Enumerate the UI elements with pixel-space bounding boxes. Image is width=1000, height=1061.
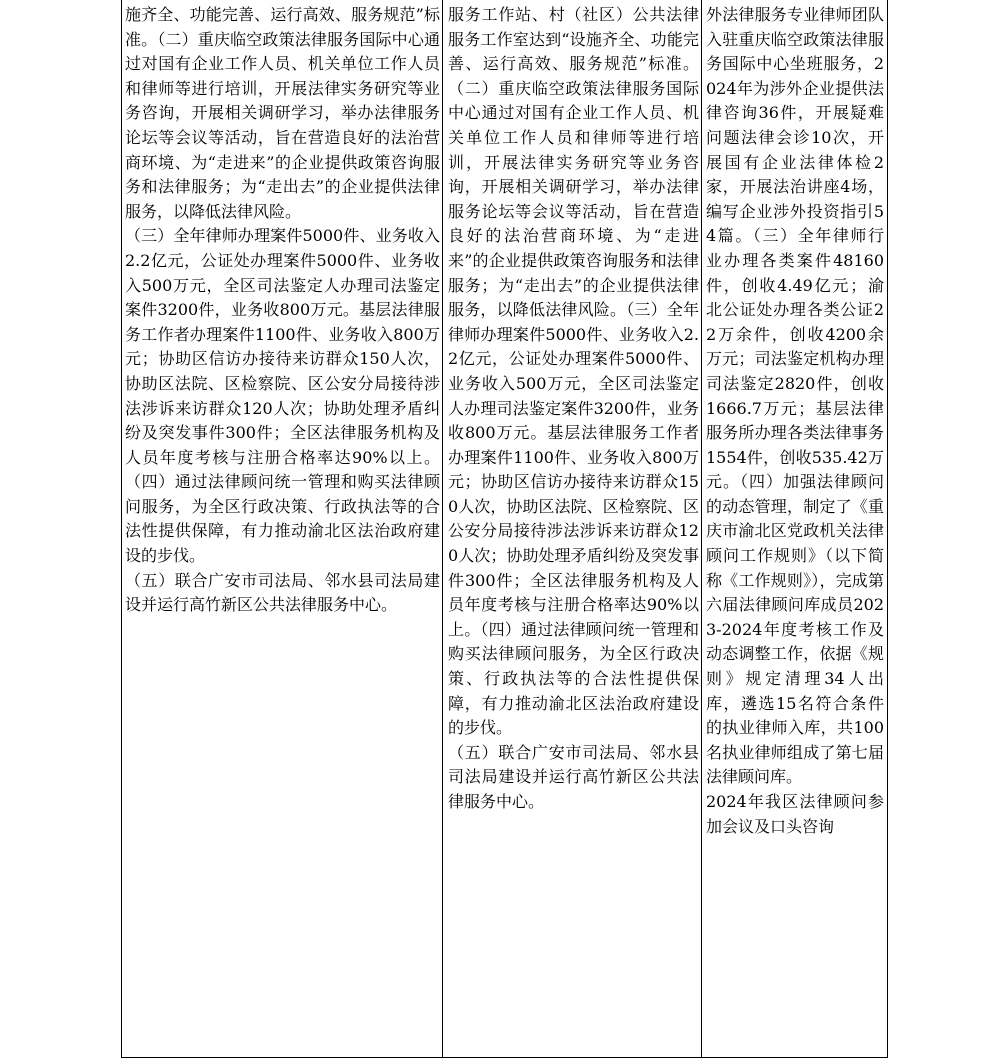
paragraph: （三）全年律师办理案件5000件、业务收入2.2亿元，公证处办理案件5000件、业务收入500万元，全区司法鉴定人办理司法鉴定案件3200件，业务收800万元。基层法律服务工作者办理案件1100件、业务收入800万元；协助区信访办接待来访群众150人次，协助区法院、区检察院、区公安分局接待涉法涉诉来访群众120人次；协助处理矛盾纠纷及突发事件300件；全区法律服务机构及人员年度考核与注册合格率达90%以上。（四）通过法律顾问统一管理和购买法律顾问服务，为全区行政决策、行政执法等的合法性提供保障，有力推动渝北区法治政府建设的步伐。: [125, 226, 440, 566]
paragraph: 2024年我区法律顾问参加会议及口头咨询: [706, 792, 884, 836]
paragraph: 外法律服务专业律师团队入驻重庆临空政策法律服务国际中心坐班服务，2024年为涉外企业提供法律咨询36件，开展疑难问题法律会诊10次，开展国有企业法律体检2家，开展法治讲座4场，编写企业涉外投资指引54篇。（三）全年律师行业办理各类案件48160件，创收4.49亿元；渝北公证处办理各类公证22万余件，创收4200余万元；司法鉴定机构办理司法鉴定2820件，创收1666.7万元；基层法律服务所办理各类法律事务1554件，创收535.42万元。（四）加强法律顾问的动态管理，制定了《重庆市渝北区党政机关法律顾问工作规则》（以下简称《工作规则》），完成第六届法律顾问库成员2023-2024年度考核工作及动态调整工作，依据《规则》规定清理34人出库，遴选15名符合条件的执业律师入库，共100名执业律师组成了第七届法律顾问库。: [706, 5, 884, 787]
paragraph: 服务工作站、村（社区）公共法律服务工作室达到“设施齐全、功能完善、运行高效、服务规范”标准。（二）重庆临空政策法律服务国际中心通过对国有企业工作人员、机关单位工作人员和律师等进行培训，开展法律实务研究等业务咨询，开展相关调研学习，举办法律服务论坛等会议等活动，旨在营造良好的法治营商环境、为“走进来”的企业提供政策咨询服务和法律服务；为“走出去”的企业提供法律服务，以降低法律风险。（三）全年律师办理案件5000件、业务收入2.2亿元，公证处办理案件5000件、业务收入500万元，全区司法鉴定人办理司法鉴定案件3200件，业务收800万元。基层法律服务工作者办理案件1100件、业务收入800万元；协助区信访办接待来访群众150人次，协助区法院、区检察院、区公安分局接待涉法涉诉来访群众120人次；协助处理矛盾纠纷及突发事件300件；全区法律服务机构及人员年度考核与注册合格率达90%以上。（四）通过法律顾问统一管理和购买法律顾问服务，为全区行政决策、行政执法等的合法性提供保障，有力推动渝北区法治政府建设的步伐。: [448, 5, 699, 738]
table-cell-column-3: [702, 0, 887, 1057]
paragraph: （五）联合广安市司法局、邻水县司法局建设并运行高竹新区公共法律服务中心。: [448, 742, 699, 811]
table-cell-column-2: [443, 0, 702, 1057]
document-table: [121, 0, 888, 1058]
paragraph: （五）联合广安市司法局、邻水县司法局建设并运行高竹新区公共法律服务中心。: [125, 570, 440, 615]
table-cell-column-1: [122, 0, 443, 1057]
paragraph: 施齐全、功能完善、运行高效、服务规范”标准。（二）重庆临空政策法律服务国际中心通过对国有企业工作人员、机关单位工作人员和律师等进行培训，开展法律实务研究等业务咨询，开展相关调研学习，举办法律服务论坛等会议等活动，旨在营造良好的法治营商环境、为“走进来”的企业提供政策咨询服务和法律服务；为“走出去”的企业提供法律服务，以降低法律风险。: [125, 5, 440, 221]
